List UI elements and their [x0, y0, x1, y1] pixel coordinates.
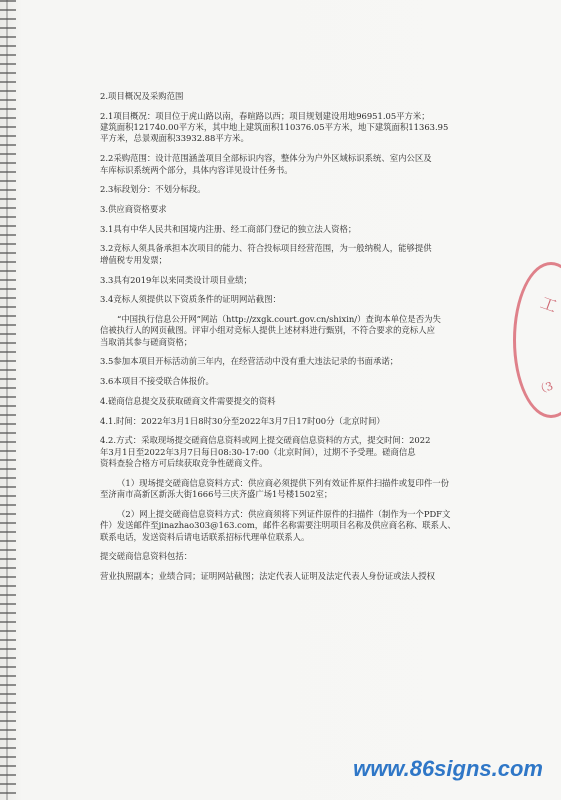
submission-method	[100, 435, 480, 469]
seal-number: （3	[533, 379, 555, 398]
text-line: 建筑面积121740.00平方米，其中地上建筑面积110376.05平方米，地下建筑面积11363.95	[100, 122, 449, 133]
binding-holes	[0, 0, 16, 800]
binding-edge	[6, 0, 8, 800]
text-line: 2.项目概况及采购范围	[100, 91, 184, 101]
text-line: 平方米，总景观面积33932.88平方米。	[100, 133, 249, 144]
seal-glyph: 工	[537, 292, 560, 317]
text-line: 2.1项目概况：项目位于虎山路以南，春暄路以西；项目规划建设用地96951.05平方米；	[100, 110, 430, 121]
requirement-3-1	[100, 224, 480, 235]
section-4-heading	[100, 396, 480, 407]
text-line: 当取消其参与磋商资格；	[100, 336, 193, 347]
text-line: 至济南市高新区新泺大街1666号三庆齐盛广场1号楼1502室；	[100, 489, 333, 500]
text-line: “中国执行信息公开网”网站（http://zxgk.court.gov.cn/shixin/）查询本单位是否为失	[117, 313, 441, 324]
text-line: 增值税专用发票；	[100, 254, 167, 265]
onsite-submission	[100, 478, 480, 501]
requirement-3-2	[100, 243, 480, 266]
procurement-scope	[100, 153, 480, 176]
requirement-3-5	[100, 356, 480, 367]
text-line: 营业执照副本；业绩合同；证明网站截图；法定代表人证明及法定代表人身份证或法人授权	[100, 571, 435, 581]
submission-time	[100, 416, 480, 427]
lot-division	[100, 184, 480, 195]
requirement-3-4	[100, 294, 480, 305]
credit-check-note	[100, 314, 480, 348]
text-line: 3.4竞标人须提供以下资质条件的证明网站截图：	[100, 294, 281, 305]
materials-heading	[100, 551, 480, 562]
text-line: 3.供应商资格要求	[100, 203, 167, 214]
text-line: 4.1.时间：2022年3月1日8时30分至2022年3月7日17时00分（北京时间）	[100, 415, 385, 426]
text-line: 2.3标段划分：不划分标段。	[100, 184, 206, 195]
text-line: 信被执行人的网页截图。评审小组对竞标人提供上述材料进行甄别，不符合要求的竞标人应	[100, 325, 435, 336]
project-overview	[100, 111, 480, 145]
text-line: 3.5参加本项目开标活动前三年内，在经营活动中没有重大违法记录的书面承诺；	[100, 356, 399, 367]
text-line: 2.2采购范围：设计范围涵盖项目全部标识内容，整体分为户外区域标识系统、室内公区及	[100, 153, 432, 164]
text-line: （1）现场提交磋商信息资料方式：供应商必须提供下列有效证件原件扫描件或复印件一份	[117, 477, 449, 488]
text-line: 3.6本项目不接受联合体报价。	[100, 376, 214, 387]
section-3-heading	[100, 204, 480, 215]
requirement-3-3	[100, 275, 480, 286]
text-line: 3.2竞标人须具备承担本次项目的能力、符合投标项目经营范围，为一般纳税人，能够提供	[100, 243, 432, 254]
text-line: 联系电话，发送资料后请电话联系招标代理单位联系人。	[100, 531, 310, 542]
site-watermark: www.86signs.com	[353, 756, 543, 781]
document-body	[100, 91, 480, 591]
section-2-heading	[100, 91, 480, 102]
materials-list	[100, 571, 480, 582]
text-line: 件）发送邮件至jinazhao303@163.com，邮件名称需要注明项目名称及供应商名称、联系人、	[100, 520, 456, 531]
text-line: 4.磋商信息提交及获取磋商文件需要提交的资料	[100, 395, 276, 406]
requirement-3-6	[100, 376, 480, 387]
online-submission	[100, 509, 480, 543]
text-line: 3.3具有2019年以来同类设计项目业绩；	[100, 274, 252, 285]
text-line: 资料查验合格方可后续获取竞争性磋商文件。	[100, 458, 268, 469]
text-line: 提交磋商信息资料包括：	[100, 551, 193, 562]
text-line: 3.1具有中华人民共和国境内注册、经工商部门登记的独立法人资格；	[100, 223, 357, 234]
text-line: （2）网上提交磋商信息资料方式：供应商须将下列证件原件的扫描件（制作为一个PDF文	[117, 508, 451, 519]
text-line: 车库标识系统两个部分，具体内容详见设计任务书。	[100, 164, 293, 175]
text-line: 年3月1日至2022年3月7日每日08:30-17:00（北京时间），过期不予受理。磋商信息	[100, 446, 416, 457]
text-line: 4.2.方式：采取现场提交磋商信息资料或网上提交磋商信息资料的方式，提交时间：2022	[100, 435, 431, 446]
